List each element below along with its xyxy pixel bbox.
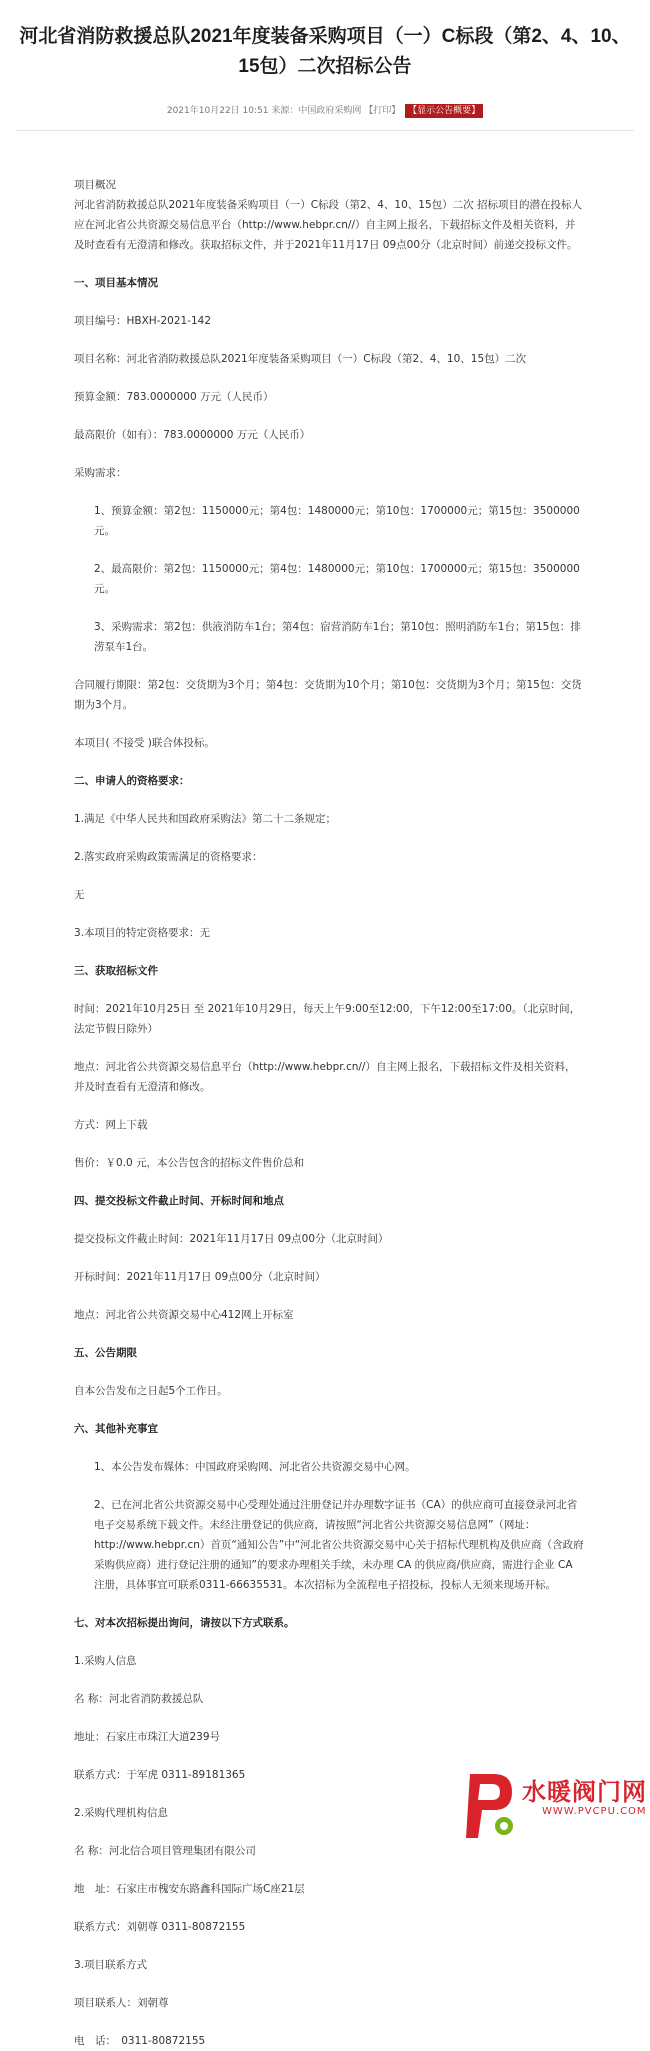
need-item-3: 3、采购需求：第2包：供液消防车1台；第4包：宿营消防车1台；第10包：照明消防车1台；第15包：排涝泵车1台。 xyxy=(94,621,581,653)
source-label: 来源：中国政府采购网 xyxy=(271,106,362,116)
valve-logo-icon xyxy=(460,1764,524,1844)
section-1-heading: 一、项目基本情况 xyxy=(74,277,158,289)
section-2-heading: 二、申请人的资格要求： xyxy=(74,775,190,787)
obtain-price: 售价：￥0.0 元，本公告包含的招标文件售价总和 xyxy=(74,1157,305,1169)
bid-deadline: 提交投标文件截止时间：2021年11月17日 09点00分（北京时间） xyxy=(74,1233,389,1245)
publish-date: 2021年10月22日 10:51 xyxy=(166,106,269,116)
section-5-heading: 五、公告期限 xyxy=(74,1347,137,1359)
agent-contact: 联系方式：刘朝尊 0311-80872155 xyxy=(74,1921,246,1933)
budget-amount: 预算金额：783.0000000 万元（人民币） xyxy=(74,391,274,403)
section-4-heading: 四、提交投标文件截止时间、开标时间和地点 xyxy=(74,1195,284,1207)
max-price: 最高限价（如有）：783.0000000 万元（人民币） xyxy=(74,429,311,441)
supplement-1: 1、本公告发布媒体：中国政府采购网、河北省公共资源交易中心网。 xyxy=(94,1461,416,1473)
consortium-note: 本项目( 不接受 )联合体投标。 xyxy=(74,737,215,749)
show-summary-button[interactable]: 【显示公告概要】 xyxy=(405,104,483,118)
qualification-none: 无 xyxy=(74,889,85,901)
page-title: 河北省消防救援总队2021年度装备采购项目（一）C标段（第2、4、10、15包）二次招标公告 xyxy=(19,26,631,77)
watermark-url: WWW.PVCPU.COM xyxy=(542,1806,647,1817)
section-3-heading: 三、获取招标文件 xyxy=(74,965,158,977)
open-time: 开标时间：2021年11月17日 09点00分（北京时间） xyxy=(74,1271,326,1283)
project-contact-label: 3.项目联系方式 xyxy=(74,1959,148,1971)
supplement-2: 2、已在河北省公共资源交易中心受理处通过注册登记并办理数字证书（CA）的供应商可直接登录河北省电子交易系统下载文件。未经注册登记的供应商，请按照“河北省公共资源交易信息网”（网址：http://www.hebpr.cn）首页“通知公告”中“河北省公共资源交易中心关于招标代理机构及供应商（含政府采购供应商）进行登记注册的通知”的要求办理相关手续，未办理 CA 的供应商/供应商，需进行企业 CA 注册，具体事宜可联系0311-66635531。本次招标为全流程电子招投标，投标人无须来现场开标。 xyxy=(94,1499,584,1591)
qualification-2: 2.落实政府采购政策需满足的资格要求： xyxy=(74,851,263,863)
obtain-place: 地点：河北省公共资源交易信息平台（http://www.hebpr.cn//）自主网上报名，下载招标文件及相关资料，并及时查看有无澄清和修改。 xyxy=(74,1061,576,1093)
agent-label: 2.采购代理机构信息 xyxy=(74,1807,169,1819)
notice-period: 自本公告发布之日起5个工作日。 xyxy=(74,1385,228,1397)
obtain-method: 方式：网上下载 xyxy=(74,1119,148,1131)
need-item-2: 2、最高限价：第2包：1150000元；第4包：1480000元；第10包：1700000元；第15包：3500000元。 xyxy=(94,563,580,595)
buyer-address: 地址：石家庄市珠江大道239号 xyxy=(74,1731,221,1743)
project-contact-phone: 电 话： 0311-80872155 xyxy=(74,2035,206,2047)
needs-label: 采购需求： xyxy=(74,467,127,479)
project-name: 项目名称：河北省消防救援总队2021年度装备采购项目（一）C标段（第2、4、10、15包）二次 xyxy=(74,353,527,365)
title-divider xyxy=(16,130,634,131)
project-contact-person: 项目联系人：刘朝尊 xyxy=(74,1997,169,2009)
open-place: 地点：河北省公共资源交易中心412网上开标室 xyxy=(74,1309,294,1321)
print-link[interactable]: 【打印】 xyxy=(364,106,401,116)
buyer-label: 1.采购人信息 xyxy=(74,1655,137,1667)
section-7-heading: 七、对本次招标提出询问，请按以下方式联系。 xyxy=(74,1617,295,1629)
watermark-brand: 水暖阀门网 xyxy=(522,1778,647,1806)
agent-address: 地 址：石家庄市槐安东路鑫科国际广场C座21层 xyxy=(74,1883,305,1895)
obtain-time: 时间：2021年10月25日 至 2021年10月29日，每天上午9:00至12:00，下午12:00至17:00。（北京时间，法定节假日除外） xyxy=(74,1003,581,1035)
qualification-3: 3.本项目的特定资格要求：无 xyxy=(74,927,211,939)
buyer-name: 名 称：河北省消防救援总队 xyxy=(74,1693,204,1705)
section-6-heading: 六、其他补充事宜 xyxy=(74,1423,158,1435)
need-item-1: 1、预算金额：第2包：1150000元；第4包：1480000元；第10包：1700000元；第15包：3500000元。 xyxy=(94,505,580,537)
watermark-logo xyxy=(460,1758,650,1854)
qualification-1: 1.满足《中华人民共和国政府采购法》第二十二条规定； xyxy=(74,813,337,825)
contract-period: 合同履行期限：第2包：交货期为3个月；第4包：交货期为10个月；第10包：交货期为3个月；第15包：交货期为3个月。 xyxy=(74,679,582,711)
article-meta xyxy=(0,104,650,118)
overview-text: 河北省消防救援总队2021年度装备采购项目（一）C标段（第2、4、10、15包）二次 招标项目的潜在投标人应在河北省公共资源交易信息平台（http://www.hebpr.cn//）自主网上报名，下载招标文件及相关资料，并及时查看有无澄清和修改。获取招标文件，并于2021年11月17日 09点00分（北京时间）前递交投标文件。 xyxy=(74,199,582,251)
overview-label: 项目概况 xyxy=(74,179,116,191)
buyer-contact: 联系方式：于军虎 0311-89181365 xyxy=(74,1769,246,1781)
agent-name: 名 称：河北信合项目管理集团有限公司 xyxy=(74,1845,256,1857)
project-number: 项目编号：HBXH-2021-142 xyxy=(74,315,212,327)
